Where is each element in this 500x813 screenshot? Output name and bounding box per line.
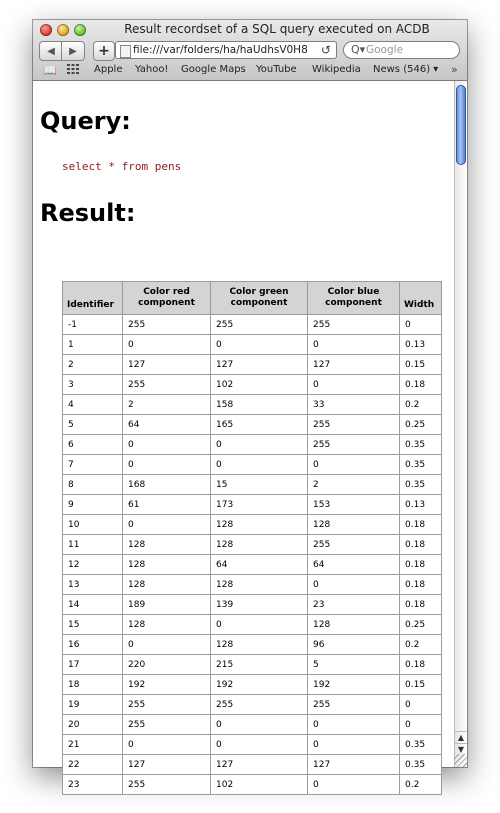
table-row xyxy=(63,555,441,574)
table-cell: 2 xyxy=(63,355,122,374)
table-cell: 96 xyxy=(308,635,399,654)
address-text[interactable]: file:///var/folders/ha/haUdhsV0H8 xyxy=(133,44,308,56)
window-title: Result recordset of a SQL query executed on ACDB xyxy=(124,22,430,36)
table-cell: 255 xyxy=(123,695,210,714)
table-cell: 255 xyxy=(123,315,210,334)
table-cell: 0 xyxy=(211,435,307,454)
table-cell: 128 xyxy=(123,575,210,594)
more-bookmarks-icon[interactable]: » xyxy=(451,63,458,76)
table-row xyxy=(63,575,441,594)
table-cell: 192 xyxy=(211,675,307,694)
table-cell: 0 xyxy=(308,335,399,354)
table-cell: 128 xyxy=(211,515,307,534)
table-cell: 0 xyxy=(400,715,441,734)
table-cell: 14 xyxy=(63,595,122,614)
table-row xyxy=(63,635,441,654)
table-cell: 153 xyxy=(308,495,399,514)
column-header-green-label: Color green component xyxy=(229,287,289,308)
table-cell: 0 xyxy=(123,735,210,754)
table-cell: 127 xyxy=(123,755,210,774)
close-window-button[interactable] xyxy=(40,24,52,36)
table-cell: 0.18 xyxy=(400,555,441,574)
table-cell: 102 xyxy=(211,775,307,794)
table-row xyxy=(63,315,441,334)
table-cell: 0.18 xyxy=(400,515,441,534)
table-cell: 0 xyxy=(308,575,399,594)
column-header-green xyxy=(211,282,307,314)
table-cell: 255 xyxy=(308,435,399,454)
table-cell: 13 xyxy=(63,575,122,594)
table-cell: 128 xyxy=(123,615,210,634)
reload-icon[interactable]: ↺ xyxy=(320,43,331,57)
result-heading: Result: xyxy=(40,199,136,227)
table-row xyxy=(63,695,441,714)
table-cell: 255 xyxy=(123,375,210,394)
table-cell: 12 xyxy=(63,555,122,574)
table-cell: 0.13 xyxy=(400,495,441,514)
table-cell: -1 xyxy=(63,315,122,334)
search-icon[interactable]: Q▾ xyxy=(351,43,366,56)
table-row xyxy=(63,535,441,554)
book-icon[interactable]: 📖 xyxy=(43,64,57,77)
table-cell: 220 xyxy=(123,655,210,674)
table-cell: 128 xyxy=(211,535,307,554)
table-body xyxy=(63,315,441,794)
table-cell: 64 xyxy=(211,555,307,574)
table-cell: 158 xyxy=(211,395,307,414)
table-cell: 255 xyxy=(123,715,210,734)
grid-icon[interactable] xyxy=(67,64,79,74)
table-cell: 0.18 xyxy=(400,595,441,614)
table-cell: 17 xyxy=(63,655,122,674)
bookmark-yahoo[interactable]: Yahoo! xyxy=(135,64,169,75)
table-cell: 0.35 xyxy=(400,735,441,754)
table-cell: 192 xyxy=(123,675,210,694)
table-cell: 18 xyxy=(63,675,122,694)
table-cell: 189 xyxy=(123,595,210,614)
table-cell: 127 xyxy=(211,355,307,374)
table-cell: 0.35 xyxy=(400,455,441,474)
table-cell: 0 xyxy=(123,635,210,654)
table-cell: 22 xyxy=(63,755,122,774)
table-cell: 127 xyxy=(308,355,399,374)
table-cell: 2 xyxy=(123,395,210,414)
bookmark-news[interactable]: News (546) ▾ xyxy=(373,64,439,75)
table-row xyxy=(63,415,441,434)
table-cell: 173 xyxy=(211,495,307,514)
table-cell: 16 xyxy=(63,635,122,654)
table-header-row xyxy=(63,282,441,314)
table-cell: 1 xyxy=(63,335,122,354)
table-cell: 0.35 xyxy=(400,475,441,494)
table-cell: 255 xyxy=(308,315,399,334)
minimize-window-button[interactable] xyxy=(57,24,69,36)
table-row xyxy=(63,715,441,734)
table-row xyxy=(63,775,441,794)
bookmark-youtube[interactable]: YouTube xyxy=(256,64,297,75)
column-header-width: Width xyxy=(400,282,441,314)
vertical-scrollbar[interactable] xyxy=(454,81,467,767)
table-cell: 3 xyxy=(63,375,122,394)
table-cell: 168 xyxy=(123,475,210,494)
table-cell: 0 xyxy=(308,775,399,794)
table-cell: 0 xyxy=(123,455,210,474)
scroll-down-arrow-icon[interactable]: ▼ xyxy=(455,743,467,756)
scroll-up-arrow-icon[interactable]: ▲ xyxy=(455,731,467,744)
column-header-blue xyxy=(308,282,399,314)
address-bar[interactable] xyxy=(115,41,337,59)
table-cell: 64 xyxy=(123,415,210,434)
table-cell: 0 xyxy=(211,455,307,474)
table-cell: 0.35 xyxy=(400,435,441,454)
table-cell: 127 xyxy=(211,755,307,774)
table-cell: 33 xyxy=(308,395,399,414)
table-cell: 255 xyxy=(211,315,307,334)
zoom-window-button[interactable] xyxy=(74,24,86,36)
table-cell: 0 xyxy=(308,735,399,754)
table-cell: 0 xyxy=(400,315,441,334)
bookmark-google-maps[interactable]: Google Maps xyxy=(181,64,246,75)
table-cell: 6 xyxy=(63,435,122,454)
table-cell: 0 xyxy=(400,695,441,714)
table-cell: 2 xyxy=(308,475,399,494)
table-row xyxy=(63,455,441,474)
table-cell: 255 xyxy=(123,775,210,794)
table-cell: 0.18 xyxy=(400,655,441,674)
table-cell: 23 xyxy=(63,775,122,794)
table-row xyxy=(63,435,441,454)
page-content xyxy=(33,81,454,790)
table-cell: 0.2 xyxy=(400,395,441,414)
table-cell: 0.2 xyxy=(400,635,441,654)
query-heading: Query: xyxy=(40,107,131,135)
result-table xyxy=(62,281,442,795)
search-placeholder: Google xyxy=(366,44,404,56)
forward-button[interactable] xyxy=(61,41,85,61)
table-cell: 0.2 xyxy=(400,775,441,794)
table-cell: 15 xyxy=(211,475,307,494)
back-arrow-icon: ◀ xyxy=(47,45,55,57)
table-row xyxy=(63,355,441,374)
table-cell: 255 xyxy=(211,695,307,714)
table-cell: 10 xyxy=(63,515,122,534)
table-row xyxy=(63,655,441,674)
table-cell: 128 xyxy=(308,515,399,534)
bookmarks-bar xyxy=(33,63,467,79)
table-cell: 0 xyxy=(211,615,307,634)
table-row xyxy=(63,615,441,634)
table-cell: 215 xyxy=(211,655,307,674)
table-cell: 0 xyxy=(308,715,399,734)
table-cell: 127 xyxy=(123,355,210,374)
sql-query: select * from pens xyxy=(62,160,182,173)
back-button[interactable] xyxy=(39,41,63,61)
table-cell: 0 xyxy=(211,335,307,354)
table-row xyxy=(63,495,441,514)
table-cell: 0 xyxy=(211,715,307,734)
table-cell: 0.15 xyxy=(400,675,441,694)
table-cell: 139 xyxy=(211,595,307,614)
table-cell: 0.15 xyxy=(400,355,441,374)
table-cell: 15 xyxy=(63,615,122,634)
column-header-red xyxy=(123,282,210,314)
table-cell: 0.25 xyxy=(400,415,441,434)
table-cell: 20 xyxy=(63,715,122,734)
table-row xyxy=(63,515,441,534)
table-cell: 102 xyxy=(211,375,307,394)
table-cell: 0.35 xyxy=(400,755,441,774)
browser-window xyxy=(33,20,467,790)
table-cell: 0 xyxy=(123,335,210,354)
table-cell: 165 xyxy=(211,415,307,434)
table-cell: 0.25 xyxy=(400,615,441,634)
table-cell: 9 xyxy=(63,495,122,514)
table-cell: 255 xyxy=(308,415,399,434)
table-cell: 255 xyxy=(308,535,399,554)
table-cell: 5 xyxy=(63,415,122,434)
table-cell: 127 xyxy=(308,755,399,774)
table-cell: 11 xyxy=(63,535,122,554)
table-cell: 0 xyxy=(308,375,399,394)
title-bar xyxy=(33,20,467,81)
table-cell: 128 xyxy=(211,575,307,594)
bookmark-wikipedia[interactable]: Wikipedia xyxy=(312,64,361,75)
table-row xyxy=(63,335,441,354)
file-icon xyxy=(120,45,131,58)
table-cell: 0 xyxy=(211,735,307,754)
table-row xyxy=(63,595,441,614)
resize-grip-icon[interactable] xyxy=(454,754,467,767)
table-cell: 64 xyxy=(308,555,399,574)
table-cell: 19 xyxy=(63,695,122,714)
plus-icon: + xyxy=(98,43,110,59)
table-cell: 0.13 xyxy=(400,335,441,354)
table-row xyxy=(63,395,441,414)
table-cell: 0 xyxy=(123,515,210,534)
table-cell: 0.18 xyxy=(400,535,441,554)
table-cell: 0.18 xyxy=(400,375,441,394)
table-cell: 128 xyxy=(123,535,210,554)
table-row xyxy=(63,755,441,774)
table-cell: 0 xyxy=(308,455,399,474)
table-cell: 21 xyxy=(63,735,122,754)
table-cell: 0 xyxy=(123,435,210,454)
scrollbar-thumb[interactable] xyxy=(456,85,466,165)
table-row xyxy=(63,735,441,754)
bookmark-apple[interactable]: Apple xyxy=(94,64,123,75)
table-cell: 61 xyxy=(123,495,210,514)
table-cell: 8 xyxy=(63,475,122,494)
table-cell: 4 xyxy=(63,395,122,414)
table-cell: 255 xyxy=(308,695,399,714)
table-cell: 0.18 xyxy=(400,575,441,594)
forward-arrow-icon: ▶ xyxy=(69,45,77,57)
table-cell: 128 xyxy=(211,635,307,654)
table-cell: 7 xyxy=(63,455,122,474)
table-cell: 23 xyxy=(308,595,399,614)
add-bookmark-button[interactable] xyxy=(93,41,115,61)
table-cell: 128 xyxy=(123,555,210,574)
column-header-identifier: Identifier xyxy=(63,282,122,314)
table-row xyxy=(63,675,441,694)
table-row xyxy=(63,475,441,494)
column-header-red-label: Color red component xyxy=(138,287,195,308)
table-cell: 192 xyxy=(308,675,399,694)
table-row xyxy=(63,375,441,394)
search-field[interactable] xyxy=(343,41,460,59)
column-header-blue-label: Color blue component xyxy=(325,287,382,308)
table-cell: 5 xyxy=(308,655,399,674)
table-cell: 128 xyxy=(308,615,399,634)
